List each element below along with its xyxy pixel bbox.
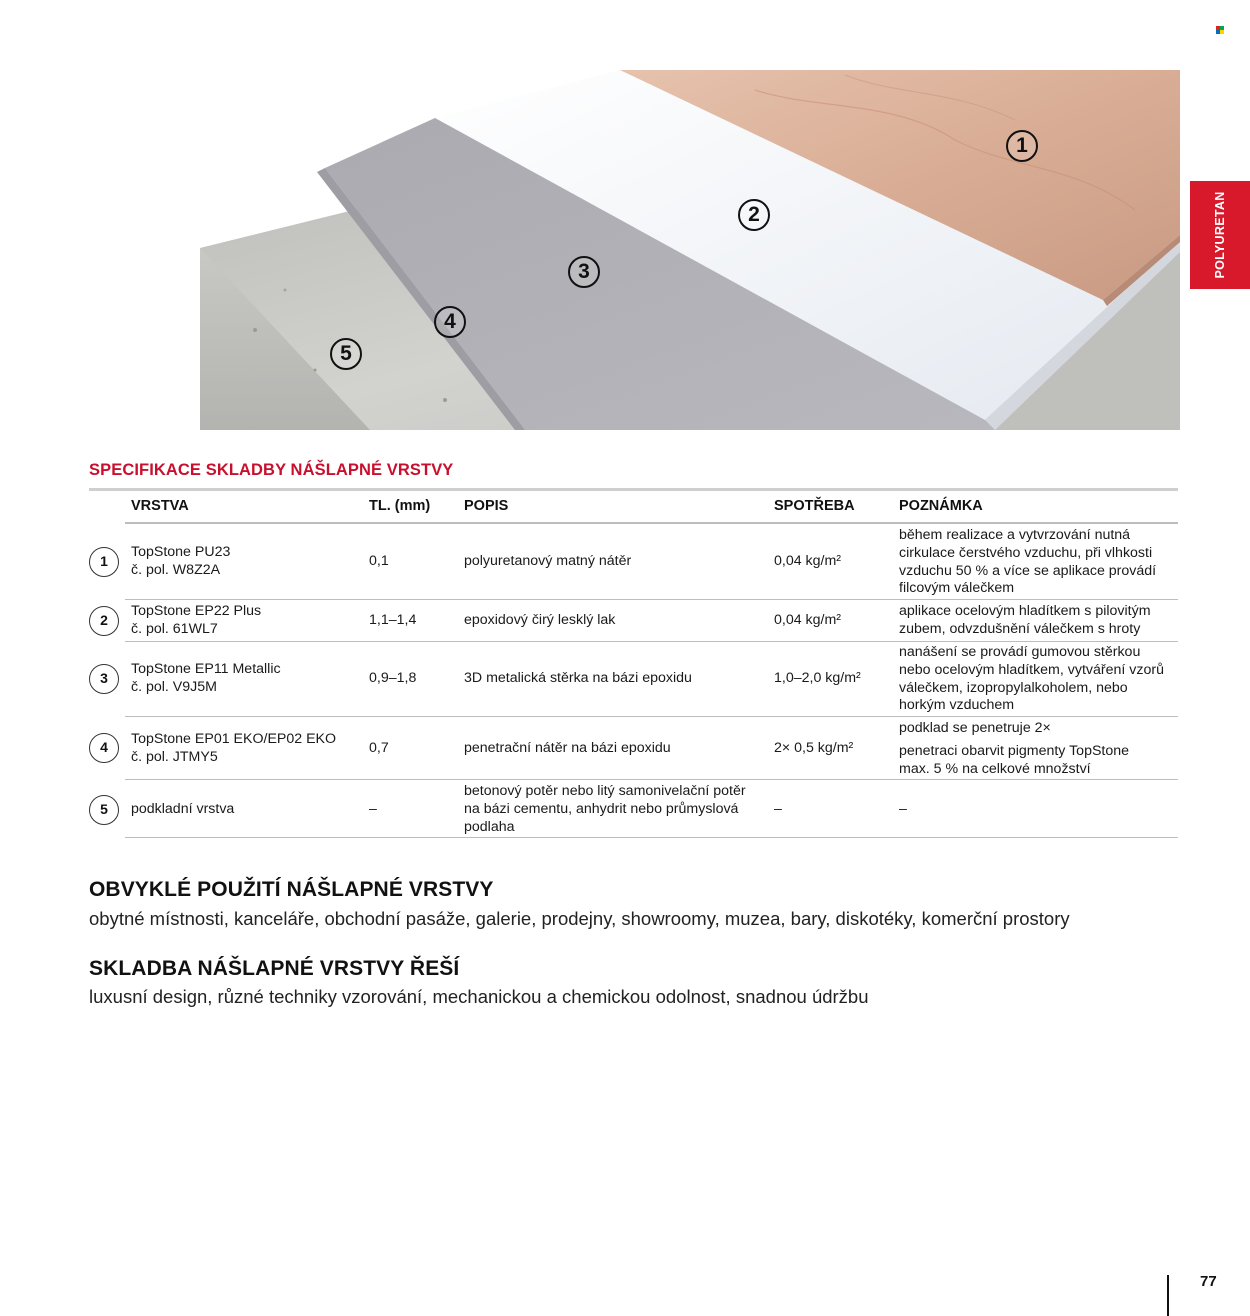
row-thickness: 0,1 bbox=[369, 553, 389, 569]
column-header-consumption: SPOTŘEBA bbox=[774, 498, 855, 514]
layer-marker-3: 3 bbox=[568, 256, 600, 288]
column-header-note: POZNÁMKA bbox=[899, 498, 983, 514]
row-layer-name: podkladní vrstva bbox=[131, 801, 235, 817]
row-number-badge: 3 bbox=[89, 664, 119, 694]
usage-text: obytné místnosti, kanceláře, obchodní pasáže, galerie, prodejny, showroomy, muzea, bary, diskotéky, komerční prostory bbox=[89, 908, 1070, 929]
row-divider bbox=[125, 779, 1178, 780]
row-layer-name: TopStone EP01 EKO/EP02 EKO č. pol. JTMY5 bbox=[131, 731, 337, 765]
row-thickness: 0,9–1,8 bbox=[369, 670, 417, 686]
row-description: betonový potěr nebo litý samonivelační potěr na bázi cementu, anhydrit nebo průmyslová podlaha bbox=[464, 783, 746, 835]
row-number-badge: 4 bbox=[89, 733, 119, 763]
row-number-badge: 1 bbox=[89, 547, 119, 577]
row-note: během realizace a vytvrzování nutná cirkulace čerstvého vzduchu, při vlhkosti vzduchu 50 % a více se aplikace provádí filcovým válečkem bbox=[899, 527, 1157, 597]
row-description: penetrační nátěr na bázi epoxidu bbox=[464, 740, 671, 756]
column-header-description: POPIS bbox=[464, 498, 509, 514]
row-description: polyuretanový matný nátěr bbox=[464, 553, 632, 569]
solves-text: luxusní design, různé techniky vzorování, mechanickou a chemickou odolnost, snadnou údržbu bbox=[89, 986, 869, 1007]
row-divider bbox=[125, 641, 1178, 642]
row-note: – bbox=[899, 801, 907, 817]
row-note: podklad se penetruje 2× penetraci obarvit pigmenty TopStone max. 5 % na celkové množství bbox=[899, 720, 1130, 777]
column-header-thickness: TL. (mm) bbox=[369, 498, 431, 514]
side-tab-label: POLYURETAN bbox=[1213, 191, 1227, 279]
row-consumption: – bbox=[774, 801, 782, 817]
page-number-divider bbox=[1167, 1275, 1169, 1316]
row-consumption: 2× 0,5 kg/m² bbox=[774, 740, 854, 756]
row-number-badge: 2 bbox=[89, 606, 119, 636]
layer-marker-1: 1 bbox=[1006, 130, 1038, 162]
row-divider bbox=[125, 599, 1178, 600]
row-consumption: 1,0–2,0 kg/m² bbox=[774, 670, 861, 686]
row-description: epoxidový čirý lesklý lak bbox=[464, 612, 616, 628]
layer-marker-2: 2 bbox=[738, 199, 770, 231]
row-note: aplikace ocelovým hladítkem s pilovitým zubem, odvzdušnění válečkem s hroty bbox=[899, 603, 1151, 637]
layer-marker-4: 4 bbox=[434, 306, 466, 338]
row-note: nanášení se provádí gumovou stěrkou nebo ocelovým hladítkem, vytváření vzorů válečkem, izopropylalkoholem, nebo horkým vzduchem bbox=[899, 644, 1164, 714]
row-layer-name: TopStone EP22 Plus č. pol. 61WL7 bbox=[131, 603, 262, 637]
page-number: 77 bbox=[1200, 1273, 1217, 1290]
row-thickness: 1,1–1,4 bbox=[369, 612, 417, 628]
row-layer-name: TopStone PU23 č. pol. W8Z2A bbox=[131, 544, 231, 578]
column-header-layer: VRSTVA bbox=[131, 498, 189, 514]
usage-heading: OBVYKLÉ POUŽITÍ NÁŠLAPNÉ VRSTVY bbox=[89, 878, 494, 901]
header-divider bbox=[125, 522, 1178, 524]
corner-logo-mark bbox=[1216, 26, 1224, 34]
layer-marker-5: 5 bbox=[330, 338, 362, 370]
row-thickness: 0,7 bbox=[369, 740, 389, 756]
row-thickness: – bbox=[369, 801, 377, 817]
row-description: 3D metalická stěrka na bázi epoxidu bbox=[464, 670, 692, 686]
solves-heading: SKLADBA NÁŠLAPNÉ VRSTVY ŘEŠÍ bbox=[89, 957, 460, 980]
section-side-tab bbox=[1190, 181, 1250, 289]
row-divider bbox=[125, 716, 1178, 717]
floor-layers-illustration bbox=[195, 70, 1180, 430]
row-number-badge: 5 bbox=[89, 795, 119, 825]
row-consumption: 0,04 kg/m² bbox=[774, 612, 842, 628]
row-consumption: 0,04 kg/m² bbox=[774, 553, 842, 569]
spec-table-title: SPECIFIKACE SKLADBY NÁŠLAPNÉ VRSTVY bbox=[89, 461, 454, 479]
row-layer-name: TopStone EP11 Metallic č. pol. V9J5M bbox=[131, 661, 281, 695]
row-divider bbox=[125, 837, 1178, 838]
title-divider bbox=[89, 488, 1178, 491]
